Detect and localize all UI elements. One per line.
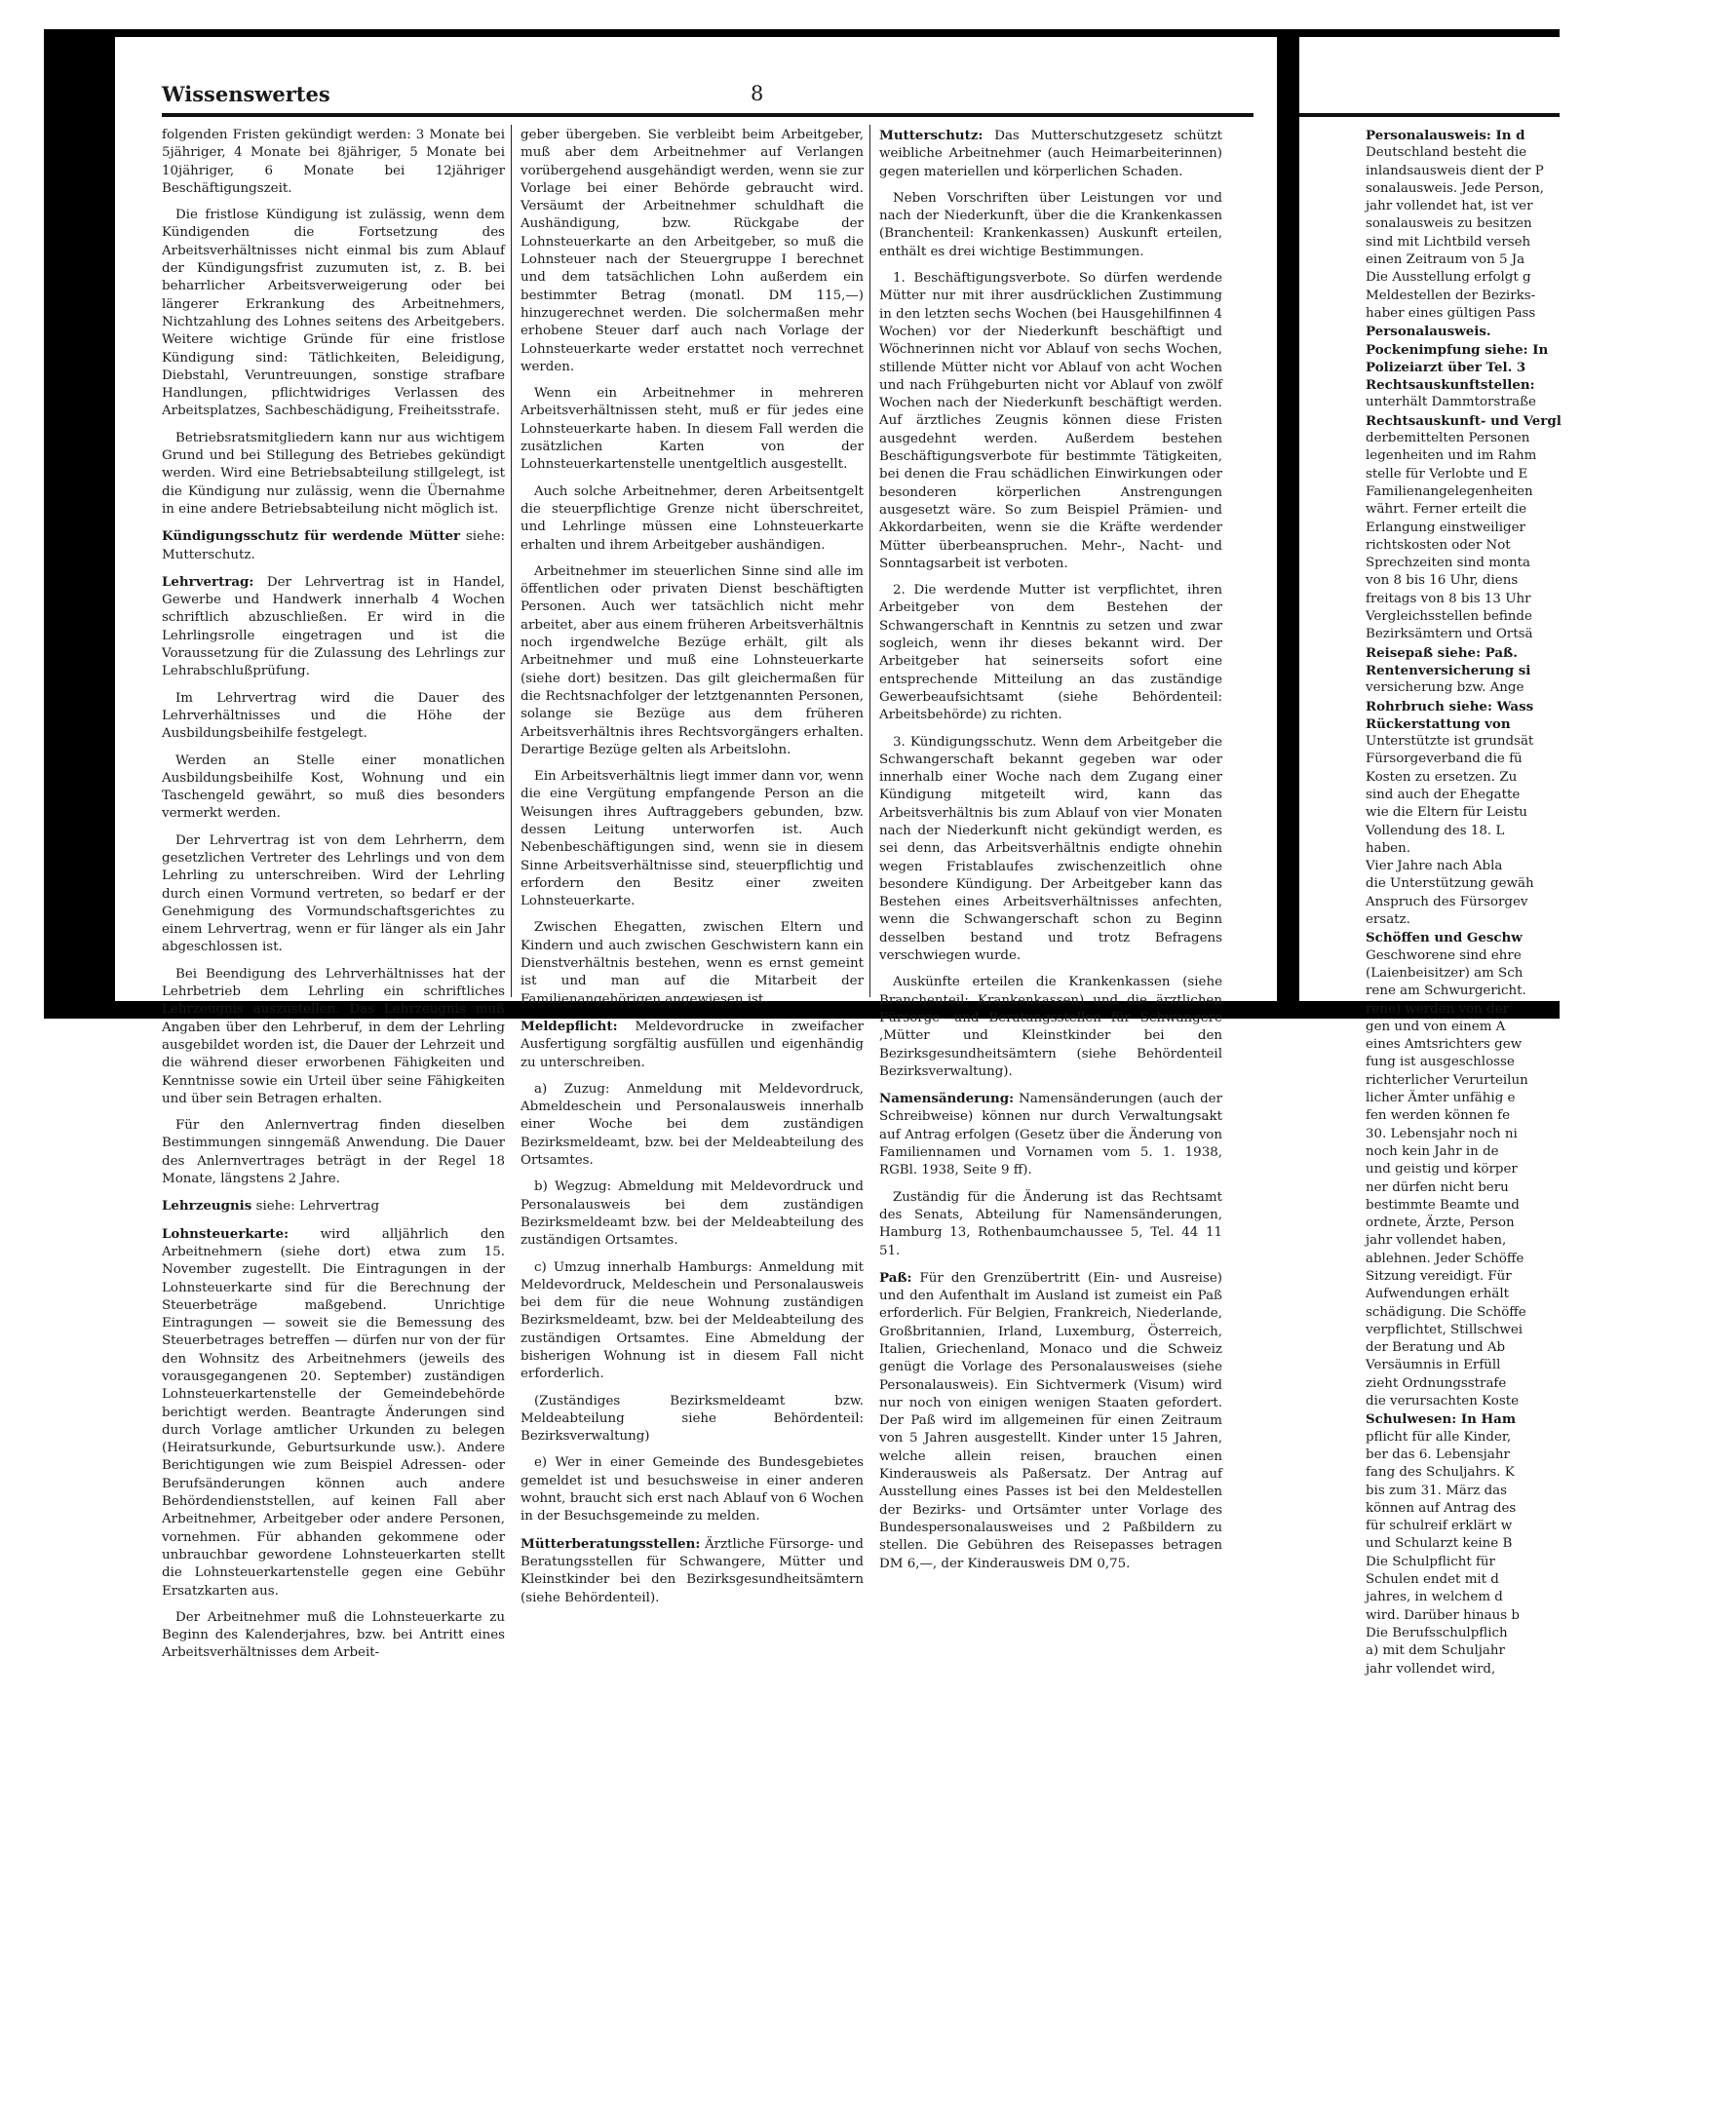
- paragraph-text: Werden an Stelle einer monatlichen Ausbildungsbeihilfe Kost, Wohnung und ein Taschengeld gewährt, so muß dies besonders vermerkt werden.: [162, 752, 505, 822]
- next-page-line: rene am Schwurgericht.: [1366, 984, 1526, 999]
- next-page-line: jahr vollendet hat, ist ver: [1366, 199, 1533, 214]
- next-page-line: legenheiten und im Rahm: [1366, 448, 1537, 464]
- paragraph-text: Im Lehrvertrag wird die Dauer des Lehrverhältnisses und die Höhe der Ausbildungsbeihilfe festgelegt.: [162, 690, 505, 742]
- next-page-line: Personalausweis.: [1366, 324, 1491, 340]
- next-page-line: gen und von einem A: [1366, 1019, 1506, 1034]
- next-page-line: fung ist ausgeschlosse: [1366, 1055, 1515, 1070]
- entry-heading: Mütterberatungsstellen:: [521, 1535, 701, 1552]
- entry-heading: Lehrzeugnis: [162, 1198, 252, 1215]
- next-page-line: Rechtsauskunft- und Vergl: [1366, 412, 1562, 429]
- paragraph-text: e) Wer in einer Gemeinde des Bundesgebietes gemeldet ist und besuchsweise in einer anderen wohnt, braucht sich erst nach Ablauf von 6 Wochen in der Besuchsgemeinde zu melden.: [521, 1455, 864, 1524]
- paragraph-text: 3. Kündigungsschutz. Wenn dem Arbeitgeber die Schwangerschaft bekannt gegeben war oder innerhalb einer Woche nach dem Zugang einer Kündigung mitgeteilt wird, kann das Arbeitsverhältnis bis zum Ablauf von vier Monaten nach der Niederkunft nicht gekündigt werden, es sei denn, das Arbeitsverhältnis endigte ohnehin wegen Fristablaufes zwischenzeitlich ohne besondere Kündigung. Der Arbeitgeber kann das Bestehen eines Arbeitsverhältnisses anfechten, wenn die Schwangerschaft schon zu Beginn desselben bestand und trotz Befragens verschwiegen wurde.: [879, 734, 1222, 964]
- next-page-line: Vergleichsstellen befinde: [1366, 609, 1532, 625]
- next-page-line: Die Ausstellung erfolgt g: [1366, 270, 1531, 286]
- next-page-column: [1366, 127, 1736, 1678]
- next-page-line: derbemittelten Personen: [1366, 431, 1530, 446]
- paragraph: [521, 1393, 864, 1447]
- next-page-line: richterlicher Verurteilun: [1366, 1072, 1528, 1088]
- next-page-line: Vollendung des 18. L: [1366, 823, 1505, 838]
- next-page-line: rene) werden von der: [1366, 1001, 1509, 1017]
- next-page-line: Anspruch des Fürsorgev: [1366, 894, 1528, 909]
- next-page-line: währt. Ferner erteilt die: [1366, 502, 1527, 518]
- paragraph-text: Meldevordrucke in zweifacher Ausfertigung sorgfältig ausfüllen und eigenhändig zu unterschreiben.: [521, 1019, 864, 1070]
- paragraph: [521, 1018, 864, 1072]
- next-page-line: und Schularzt keine B: [1366, 1536, 1513, 1552]
- next-page-line: versicherung bzw. Ange: [1366, 680, 1524, 696]
- paragraph-text: siehe: Lehrvertrag: [255, 1199, 380, 1215]
- next-page-line: ber das 6. Lebensjahr: [1366, 1447, 1510, 1462]
- entry-heading: Mutterschutz:: [879, 128, 984, 143]
- next-page-line: ablehnen. Jeder Schöffe: [1366, 1251, 1524, 1266]
- entry-heading: Lehrvertrag:: [162, 573, 254, 590]
- text-column-2: [521, 127, 864, 1616]
- next-page-line: Personalausweis: In d: [1366, 128, 1525, 143]
- paragraph-text: Bei Beendigung des Lehrverhältnisses hat der Lehrbetrieb dem Lehrling ein schriftliches Lehrzeugnis auszustellen. Das Lehrzeugnis muß Angaben über den Lehrberuf, in dem der Lehrling ausgebildet worden ist, die Dauer der Lehrzeit und die während dieser erworbenen Fähigkeiten und Kenntnisse sowie ein Urteil über seine Fähigkeiten und über sein Betragen erhalten.: [162, 966, 505, 1106]
- page-number: 8: [751, 82, 764, 105]
- paragraph: [521, 1081, 864, 1170]
- next-page-line: fang des Schuljahrs. K: [1366, 1465, 1515, 1481]
- next-page-line: unterhält Dammtorstraße: [1366, 395, 1536, 410]
- entry-heading: Meldepflicht:: [521, 1018, 618, 1034]
- paragraph: [162, 573, 505, 681]
- paragraph: [162, 1225, 505, 1601]
- paragraph-text: Zuständig für die Änderung ist das Rechtsamt des Senats, Abteilung für Namensänderungen, Hamburg 13, Rothenbaumchaussee 5, Tel. 44 11 51.: [879, 1189, 1222, 1258]
- paragraph-text: Das Mutterschutzgesetz schützt weibliche Arbeitnehmer (auch Heimarbeiterinnen) gegen materiellen und körperlichen Schaden.: [879, 129, 1223, 179]
- paragraph-text: siehe: Mutterschutz.: [162, 529, 505, 562]
- column-separator: [511, 125, 512, 997]
- paragraph-text: Auskünfte erteilen die Krankenkassen (siehe Branchenteil: Krankenkassen) und die ärztlichen Fürsorge- und Beratungsstellen für Schwangere ,Mütter und Kleinstkinder bei den Bezirksgesundheitsämtern (siehe Behördenteil Bezirksverwaltung).: [879, 975, 1222, 1079]
- paragraph: [521, 563, 864, 759]
- next-page-line: Vier Jahre nach Abla: [1366, 859, 1503, 874]
- next-page-line: inlandsausweis dient der P: [1366, 163, 1544, 178]
- paragraph: [162, 527, 505, 564]
- paragraph: [879, 1269, 1222, 1573]
- next-page-line: Bezirksämtern und Ortsä: [1366, 627, 1533, 642]
- next-page-line: Polizeiarzt über Tel. 3: [1366, 359, 1526, 375]
- next-page-line: (Laienbeisitzer) am Sch: [1366, 965, 1524, 981]
- next-page-line: Schulwesen: In Ham: [1366, 1411, 1516, 1428]
- next-page-line: von 8 bis 16 Uhr, diens: [1366, 573, 1519, 589]
- next-page-line: Die Berufsschulpflich: [1366, 1625, 1508, 1640]
- paragraph: [162, 1197, 505, 1215]
- next-page-line: Rohrbruch siehe: Wass: [1366, 698, 1534, 714]
- next-page-line: sind auch der Ehegatte: [1366, 787, 1521, 802]
- next-page-line: die verursachten Koste: [1366, 1394, 1519, 1409]
- paragraph: [162, 752, 505, 824]
- paragraph-text: Zwischen Ehegatten, zwischen Eltern und Kindern und auch zwischen Geschwistern kann ein Dienstverhältnis bestehen, wenn es ernst gemeint ist und man auf die Mitarbeit der Familienangehörigen angewiesen ist.: [521, 920, 864, 1007]
- paragraph-text: Der Lehrvertrag ist von dem Lehrherrn, dem gesetzlichen Vertreter des Lehrlings und von dem Lehrling zu unterschreiben. Wird der Lehrling durch einen Vormund vertreten, so bedarf er der Genehmigung des Vormundschaftsgerichtes zu einem Lehrvertrag, wenn er für länger als ein Jahr abgeschlossen ist.: [162, 832, 505, 955]
- paragraph: [521, 919, 864, 1008]
- next-page-line: Aufwendungen erhält: [1366, 1287, 1510, 1302]
- paragraph: [879, 190, 1222, 261]
- paragraph: [879, 270, 1222, 573]
- paragraph-text: Für den Anlernvertrag finden dieselben Bestimmungen sinngemäß Anwendung. Die Dauer des Anlernvertrages beträgt in der Regel 18 Monate, längstens 2 Jahre.: [162, 1118, 505, 1187]
- next-page-line: Schulen endet mit d: [1366, 1572, 1499, 1588]
- next-page-line: freitags von 8 bis 13 Uhr: [1366, 591, 1531, 606]
- document-page: [115, 37, 1277, 1661]
- paragraph-text: Der Arbeitnehmer muß die Lohnsteuerkarte zu Beginn des Kalenderjahres, bzw. bei Antritt eines Arbeitsverhältnisses dem Arbeit-: [162, 1609, 505, 1661]
- next-page-line: pflicht für alle Kinder,: [1366, 1429, 1512, 1445]
- paragraph: [162, 832, 505, 957]
- paragraph: [521, 1454, 864, 1525]
- page-header: [162, 82, 1254, 107]
- paragraph-text: Namensänderungen (auch der Schreibweise) können nur durch Verwaltungsakt auf Antrag erfolgen (Gesetz über die Änderung von Familiennamen und Vornamen vom 5. 1. 1938, RGBl. 1938, Seite 9 ff).: [879, 1092, 1223, 1178]
- paragraph: [879, 127, 1222, 181]
- next-page-line: Versäumnis in Erfüll: [1366, 1358, 1501, 1373]
- next-page-fragment: [1299, 37, 1562, 1677]
- next-page-line: zieht Ordnungsstrafe: [1366, 1375, 1507, 1391]
- paragraph: [879, 734, 1222, 966]
- text-column-3: [879, 127, 1222, 1582]
- text-column-1: [162, 127, 505, 1672]
- entry-heading: Namensänderung:: [879, 1091, 1015, 1107]
- next-page-line: einen Zeitraum von 5 Ja: [1366, 252, 1525, 268]
- paragraph-text: Für den Grenzübertritt (Ein- und Ausreise) und den Aufenthalt im Ausland ist zumeist ein Paß erforderlich. Für Belgien, Frankreich, Niederlande, Großbritannien, Irland, Luxemburg, Österreich, Italien, Griechenland, Monaco und die Schweiz genügt die Vorlage des Personalausweises (siehe Personalausweis). Ein Sichtvermerk (Visum) wird nur noch von einigen wenigen Staaten gefordert. Der Paß wird im allgemeinen für einen Zeitraum von 5 Jahren ausgestellt. Kinder unter 15 Jahren, welche allein reisen, brauchen einen Kinderausweis als Paßersatz. Der Antrag auf Ausstellung eines Passes ist bei den Meldestellen der Bezirks- und Ortsämter unter Vorlage des Bundespersonalausweises und 2 Paßbildern zu stellen. Die Gebühren des Reisepasses betragen DM 6,—, der Kinderausweis DM 0,75.: [879, 1270, 1222, 1571]
- next-page-line: sonalausweis zu besitzen: [1366, 216, 1532, 232]
- paragraph-text: Neben Vorschriften über Leistungen vor und nach der Niederkunft, über die die Krankenkassen (Branchenteil: Krankenkassen) Auskunft erteilen, enthält es drei wichtige Bestimmungen.: [879, 190, 1222, 259]
- next-page-line: können auf Antrag des: [1366, 1500, 1517, 1516]
- paragraph-text: Arbeitnehmer im steuerlichen Sinne sind alle im öffentlichen oder privaten Dienst beschäftigten Personen. Auch wer tatsächlich nicht mehr arbeitet, aber aus einem früheren Arbeitsverhältnis noch irgendwelche Bezüge erhält, gilt als Arbeitnehmer und muß eine Lohnsteuerkarte (siehe dort) besitzen. Das gilt gleichermaßen für die Rechtsnachfolger der letztgenannten Personen, solange sie Bezüge aus dem früheren Arbeitsverhältnis ihres Rechtsvorgängers erhalten. Derartige Bezüge gelten als Arbeitslohn.: [521, 563, 864, 757]
- column-separator: [869, 125, 870, 997]
- next-page-line: noch kein Jahr in de: [1366, 1143, 1499, 1159]
- paragraph: [162, 430, 505, 519]
- paragraph-text: c) Umzug innerhalb Hamburgs: Anmeldung mit Meldevordruck, Meldeschein und Personalausweis bei dem für die neue Wohnung zuständigen Bezirksmeldeamt, bzw. bei der Meldeabteilung des zuständigen Ortsamtes. Eine Abmeldung der bisherigen Wohnung ist in diesem Fall nicht erforderlich.: [521, 1259, 864, 1382]
- paragraph-text: geber übergeben. Sie verbleibt beim Arbeitgeber, muß aber dem Arbeitnehmer auf Verlangen vorübergehend ausgehändigt werden, wenn sie zur Vorlage bei einer Behörde gebraucht wird. Versäumt der Arbeitnehmer schuldhaft die Aushändigung, bzw. Rückgabe der Lohnsteuerkarte an den Arbeitgeber, so muß die Lohnsteuer nach der Steuergruppe I berechnet und dem tatsächlichen Lohn außerdem ein bestimmter Betrag (monatl. DM 115,—) hinzugerechnet werden. Die solchermaßen mehr erhobene Steuer darf auch nach Vorlage der Lohnsteuerkarte weder erstattet noch verrechnet werden.: [521, 128, 864, 374]
- paragraph: [879, 582, 1222, 724]
- paragraph-text: (Zuständiges Bezirksmeldeamt bzw. Meldeabteilung siehe Behördenteil: Bezirksverwaltung): [521, 1393, 864, 1445]
- next-page-line: haber eines gültigen Pass: [1366, 305, 1536, 321]
- header-rule: [162, 113, 1254, 117]
- paragraph: [162, 127, 505, 198]
- next-page-line: ordnete, Ärzte, Person: [1366, 1215, 1515, 1231]
- paragraph: [521, 1259, 864, 1384]
- next-page-line: ner dürfen nicht beru: [1366, 1179, 1509, 1195]
- next-page-line: licher Ämter unfähig e: [1366, 1091, 1516, 1106]
- entry-heading: Lohnsteuerkarte:: [162, 1225, 289, 1242]
- next-page-line: Geschworene sind ehre: [1366, 947, 1522, 963]
- paragraph-text: Auch solche Arbeitnehmer, deren Arbeitsentgelt die steuerpflichtige Grenze nicht überschreitet, und Lehrlinge müssen eine Lohnsteuerkarte erhalten und ihrem Arbeitgeber aushändigen.: [521, 483, 864, 553]
- next-page-line: Deutschland besteht die: [1366, 145, 1527, 161]
- next-page-line: a) mit dem Schuljahr: [1366, 1643, 1505, 1659]
- next-page-line: Die Schulpflicht für: [1366, 1554, 1495, 1569]
- paragraph: [521, 483, 864, 555]
- paragraph: [521, 1535, 864, 1607]
- next-page-line: Unterstützte ist grundsät: [1366, 734, 1534, 750]
- paragraph: [521, 385, 864, 474]
- paragraph: [162, 690, 505, 744]
- entry-heading: Paß:: [879, 1269, 912, 1286]
- next-page-line: Reisepaß siehe: Paß.: [1366, 644, 1518, 661]
- paragraph-text: wird alljährlich den Arbeitnehmern (siehe dort) etwa zum 15. November zugestellt. Die Eintragungen in der Lohnsteuerkarte sind für die Berechnung der Steuerbeträge maßgebend. Unrichtige Eintragungen — soweit sie die Bemessung des Steuerbetrages betreffen — dürfen nur von der für den Wohnsitz des Arbeitnehmers (jeweils des vorausgegangenen 20. September) zuständigen Lohnsteuerkartenstelle der Gemeindebehörde berichtigt werden. Beantragte Änderungen sind durch Vorlage amtlicher Urkunden zu belegen (Heiratsurkunde, Geburtsurkunde usw.). Andere Berichtigungen wie zum Beispiel Adressen- oder Berufsänderungen können auch andere Behördendienststellen, auf keinen Fall aber Arbeitnehmer, Arbeitgeber oder andere Personen, vornehmen. Für abhanden gekommene oder unbrauchbar gewordene Lohnsteuerkarten stellt die Lohnsteuerkartenstelle gegen eine Gebühr Ersatzkarten aus.: [162, 1226, 505, 1599]
- next-page-line: Familienangelegenheiten: [1366, 483, 1533, 499]
- paragraph-text: folgenden Fristen gekündigt werden: 3 Monate bei 5jähriger, 4 Monate bei 8jähriger, 5 Monate bei 10jähriger, 6 Monate bei 12jähriger Beschäftigungszeit.: [162, 128, 505, 196]
- next-page-line: Pockenimpfung siehe: In: [1366, 341, 1549, 358]
- next-page-line: schädigung. Die Schöffe: [1366, 1304, 1526, 1320]
- paragraph: [521, 127, 864, 376]
- next-page-line: Rechtsauskunftstellen:: [1366, 377, 1535, 394]
- paragraph: [162, 966, 505, 1108]
- next-page-line: jahres, in welchem d: [1366, 1590, 1503, 1605]
- paragraph-text: b) Wegzug: Abmeldung mit Meldevordruck und Personalausweis bei dem zuständigen Bezirksmeldeamt bzw. bei der Meldeabteilung des zuständigen Ortsamtes.: [521, 1179, 864, 1249]
- next-page-line: wie die Eltern für Leistu: [1366, 805, 1527, 821]
- next-page-line: bis zum 31. März das: [1366, 1483, 1508, 1498]
- paragraph-text: Die fristlose Kündigung ist zulässig, wenn dem Kündigenden die Fortsetzung des Arbeitsverhältnisses nicht einmal bis zum Ablauf der Kündigungsfrist zuzumuten ist, z. B. bei beharrlicher Arbeitsverweigerung oder bei längerer Erkrankung des Arbeitnehmers, Nichtzahlung des Lohnes seitens des Arbeitgebers. Weitere wichtige Gründe für eine fristlose Kündigung sind: Tätlichkeiten, Beleidigung, Diebstahl, Veruntreuungen, sonstige strafbare Handlungen, pflichtwidriges Verlassen des Arbeitsplatzes, Sachbeschädigung, Freiheitsstrafe.: [162, 208, 505, 419]
- next-page-line: Sprechzeiten sind monta: [1366, 556, 1530, 571]
- next-page-line: Sitzung vereidigt. Für: [1366, 1269, 1512, 1284]
- next-page-line: sind mit Lichtbild verseh: [1366, 234, 1531, 250]
- next-page-line: ersatz.: [1366, 912, 1410, 928]
- next-page-line: Meldestellen der Bezirks-: [1366, 288, 1536, 303]
- next-page-header-rule: [1299, 113, 1560, 117]
- entry-heading: Kündigungsschutz für werdende Mütter: [162, 528, 461, 545]
- next-page-line: Kosten zu ersetzen. Zu: [1366, 769, 1518, 785]
- next-page-line: Erlangung einstweiliger: [1366, 520, 1525, 535]
- next-page-line: eines Amtsrichters gew: [1366, 1037, 1523, 1053]
- next-page-line: wird. Darüber hinaus b: [1366, 1607, 1520, 1623]
- next-page-line: der Beratung und Ab: [1366, 1340, 1506, 1356]
- next-page-line: 30. Lebensjahr noch ni: [1366, 1126, 1518, 1141]
- next-page-line: jahr vollendet haben,: [1366, 1233, 1507, 1249]
- paragraph-text: Der Lehrvertrag ist in Handel, Gewerbe und Handwerk innerhalb 4 Wochen schriftlich abzuschließen. Er wird in die Lehrlingsrolle eingetragen und ist die Voraussetzung für die Zulassung des Lehrlings zur Lehrabschlußprüfung.: [162, 574, 505, 679]
- next-page-line: richtskosten oder Not: [1366, 537, 1511, 553]
- paragraph: [521, 1178, 864, 1250]
- paragraph: [521, 768, 864, 910]
- next-page-line: die Unterstützung gewäh: [1366, 876, 1534, 892]
- next-page-line: für schulreif erklärt w: [1366, 1519, 1513, 1534]
- paragraph: [879, 1090, 1222, 1179]
- paragraph-text: a) Zuzug: Anmeldung mit Meldevordruck, Abmeldeschein und Personalausweis innerhalb einer Woche bei dem zuständigen Bezirksmeldeamt, bzw. bei der Meldeabteilung des Ortsamtes.: [521, 1081, 864, 1169]
- section-title: Wissenswertes: [162, 82, 330, 106]
- next-page-line: Rentenversicherung si: [1366, 662, 1531, 678]
- paragraph-text: Betriebsratsmitgliedern kann nur aus wichtigem Grund und bei Stillegung des Betriebes gekündigt werden. Wird eine Betriebsabteilung stillgelegt, ist die Kündigung nur zulässig, wenn die Übernahme in eine andere Betriebsabteilung nicht möglich ist.: [162, 430, 505, 517]
- next-page-line: Fürsorgeverband die fü: [1366, 752, 1523, 767]
- paragraph-text: Ärztliche Fürsorge- und Beratungsstellen für Schwangere, Mütter und Kleinstkinder bei den Bezirksgesundheitsämtern (siehe Behördenteil).: [521, 1536, 864, 1605]
- paragraph: [162, 1609, 505, 1663]
- next-page-line: haben.: [1366, 840, 1410, 856]
- next-page-line: fen werden können fe: [1366, 1108, 1511, 1124]
- paragraph-text: 1. Beschäftigungsverbote. So dürfen werdende Mütter nur mit ihrer ausdrücklichen Zustimmung in den letzten sechs Wochen (bei Hausgehilfinnen 4 Wochen) vor der Niederkunft beschäftigt und Wöchnerinnen nicht vor Ablauf von sechs Wochen, stillende Mütter nicht vor Ablauf von acht Wochen und nach Frühgeburten nicht vor Ablauf von zwölf Wochen nach der Niederkunft beschäftigt werden. Auf ärztliches Zeugnis können diese Fristen ausgedehnt werden. Außerdem bestehen Beschäftigungsverbote für bestimmte Tätigkeiten, bei denen die Frau schädlichen Einwirkungen oder besonderen körperlichen Anstrengungen ausgesetzt wäre. So zum Beispiel Prämien- und Akkordarbeiten, wenn sie die Kräfte werdender Mütter überbeanspruchen. Mehr-, Nacht- und Sonntagsarbeit ist verboten.: [879, 271, 1222, 571]
- next-page-line: jahr vollendet wird,: [1366, 1661, 1496, 1677]
- paragraph-text: Wenn ein Arbeitnehmer in mehreren Arbeitsverhältnissen steht, muß er für jedes eine Lohnsteuerkarte haben. In diesem Fall werden die zusätzlichen Karten von der Lohnsteuerkartenstelle unentgeltlich ausgestellt.: [521, 386, 864, 473]
- next-page-line: sonalausweis. Jede Person,: [1366, 180, 1544, 196]
- next-page-line: Schöffen und Geschw: [1366, 930, 1523, 946]
- paragraph: [162, 1117, 505, 1188]
- next-page-line: Rückerstattung von: [1366, 715, 1511, 732]
- paragraph: [879, 1189, 1222, 1260]
- next-page-line: bestimmte Beamte und: [1366, 1197, 1520, 1213]
- next-page-line: verpflichtet, Stillschwei: [1366, 1322, 1524, 1337]
- next-page-line: stelle für Verlobte und E: [1366, 466, 1528, 482]
- paragraph-text: Ein Arbeitsverhältnis liegt immer dann vor, wenn die eine Vergütung empfangende Person an die Weisungen ihres Auftraggebers gebunden, bzw. dessen Leitung unterworfen ist. Auch Nebenbeschäftigungen sind, wenn sie in diesem Sinne Arbeitsverhältnisse sind, steuerpflichtig und erfordern den Besitz einer zweiten Lohnsteuerkarte.: [521, 769, 864, 909]
- paragraph: [879, 974, 1222, 1081]
- paragraph-text: 2. Die werdende Mutter ist verpflichtet, ihren Arbeitgeber von dem Bestehen der Schwangerschaft in Kenntnis zu setzen und zwar sogleich, wenn ihr dieses bekannt wird. Der Arbeitgeber hat seinerseits sofort eine entsprechende Mitteilung an das zuständige Gewerbeaufsichtsamt (siehe Behördenteil: Arbeitsbehörde) zu richten.: [879, 583, 1222, 723]
- paragraph: [162, 207, 505, 421]
- next-page-line: und geistig und körper: [1366, 1162, 1518, 1177]
